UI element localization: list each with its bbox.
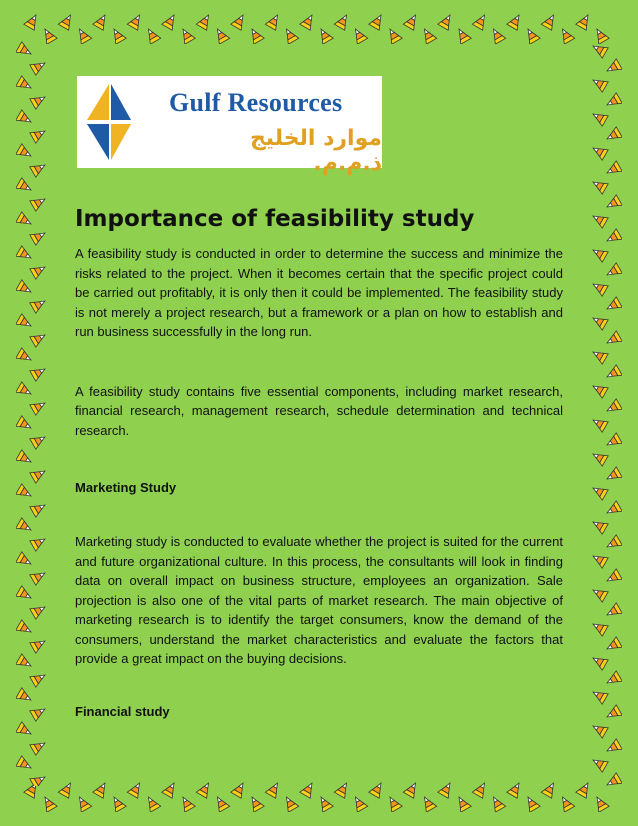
candy-corn-icon — [16, 76, 34, 93]
marketing-study-paragraph: Marketing study is conducted to evaluate whether the project is suited for the current and future organizational culture. In this process, the consultants will look in finding data on overall impact on business structure, employees an organization. Sale projection is also one of the vital parts of market research. The main objective of marketing research is to identify the target consumers, know the demand of the consumers, understand the market characteristics and evaluate the factors that provide a great impact on the buying decisions. — [75, 534, 563, 666]
financial-study-heading: Financial study — [75, 703, 170, 719]
candy-corn-icon — [454, 794, 471, 812]
candy-corn-icon — [16, 212, 34, 229]
candy-corn-icon — [162, 14, 179, 30]
marketing-study-heading: Marketing Study — [75, 480, 177, 495]
page-title: Importance of feasibility study — [75, 206, 475, 232]
candy-corn-icon — [231, 14, 248, 30]
candy-corn-icon — [604, 433, 622, 450]
candy-corn-icon — [16, 654, 34, 671]
candy-corn-icon — [58, 782, 75, 798]
candy-corn-icon — [369, 14, 386, 30]
candy-corn-icon — [592, 279, 608, 296]
candy-corn-icon — [30, 466, 46, 483]
candy-corn-icon — [30, 568, 46, 585]
candy-corn-icon — [385, 794, 402, 812]
candy-corn-icon — [592, 794, 609, 812]
candy-corn-icon — [592, 619, 608, 636]
candy-corn-border-right — [592, 40, 622, 786]
candy-corn-icon — [350, 794, 367, 812]
candy-corn-icon — [592, 721, 608, 738]
candy-corn-icon — [604, 467, 622, 484]
candy-corn-icon — [604, 263, 622, 280]
candy-corn-icon — [576, 782, 593, 798]
logo-mark-icon — [85, 82, 133, 162]
candy-corn-icon — [541, 14, 558, 30]
candy-corn-icon — [265, 782, 282, 798]
candy-corn-icon — [30, 738, 46, 755]
candy-corn-icon — [507, 782, 524, 798]
logo-name-arabic: موارد الخليج ذ.م.م. — [249, 126, 382, 176]
candy-corn-icon — [265, 14, 282, 30]
candy-corn-icon — [557, 26, 574, 44]
candy-corn-icon — [30, 602, 46, 619]
candy-corn-icon — [16, 416, 34, 433]
candy-corn-icon — [592, 687, 608, 704]
candy-corn-icon — [604, 535, 622, 552]
candy-corn-icon — [300, 14, 317, 30]
candy-corn-icon — [604, 739, 622, 756]
candy-corn-icon — [30, 432, 46, 449]
candy-corn-icon — [334, 14, 351, 30]
candy-corn-icon — [178, 794, 195, 812]
candy-corn-icon — [604, 671, 622, 688]
candy-corn-icon — [93, 14, 110, 30]
candy-corn-icon — [16, 348, 34, 365]
candy-corn-icon — [30, 262, 46, 279]
candy-corn-icon — [604, 705, 622, 722]
candy-corn-icon — [30, 228, 46, 245]
candy-corn-icon — [604, 773, 622, 786]
candy-corn-icon — [30, 398, 46, 415]
candy-corn-icon — [196, 14, 213, 30]
candy-corn-icon — [16, 756, 34, 773]
page-border-left — [16, 40, 46, 786]
candy-corn-icon — [30, 670, 46, 687]
candy-corn-icon — [300, 782, 317, 798]
candy-corn-icon — [40, 794, 57, 812]
candy-corn-icon — [231, 782, 248, 798]
candy-corn-icon — [403, 782, 420, 798]
candy-corn-icon — [30, 636, 46, 653]
candy-corn-icon — [604, 297, 622, 314]
candy-corn-icon — [419, 794, 436, 812]
candy-corn-icon — [454, 26, 471, 44]
candy-corn-icon — [403, 14, 420, 30]
candy-corn-icon — [16, 586, 34, 603]
candy-corn-icon — [109, 794, 126, 812]
candy-corn-icon — [592, 415, 608, 432]
candy-corn-icon — [592, 41, 608, 58]
candy-corn-icon — [604, 195, 622, 212]
candy-corn-icon — [127, 14, 144, 30]
logo-name-english: Gulf Resources — [169, 88, 343, 117]
candy-corn-icon — [592, 653, 608, 670]
candy-corn-icon — [604, 569, 622, 586]
candy-corn-icon — [316, 794, 333, 812]
components-paragraph: A feasibility study contains five essential components, including market research, financial research, management research, schedule determination and technical research. — [75, 383, 563, 438]
candy-corn-icon — [247, 26, 264, 44]
candy-corn-icon — [16, 246, 34, 263]
candy-corn-icon — [385, 26, 402, 44]
candy-corn-icon — [212, 26, 229, 44]
document-body — [75, 206, 563, 719]
candy-corn-icon — [178, 26, 195, 44]
candy-corn-icon — [127, 782, 144, 798]
candy-corn-icon — [30, 772, 46, 786]
candy-corn-icon — [16, 552, 34, 569]
candy-corn-border-top — [18, 14, 620, 44]
candy-corn-icon — [350, 26, 367, 44]
page-border-bottom — [18, 782, 620, 812]
candy-corn-icon — [592, 245, 608, 262]
candy-corn-icon — [143, 794, 160, 812]
candy-corn-icon — [604, 603, 622, 620]
candy-corn-icon — [30, 500, 46, 517]
candy-corn-icon — [30, 296, 46, 313]
candy-corn-icon — [592, 755, 608, 772]
candy-corn-icon — [604, 399, 622, 416]
candy-corn-icon — [16, 144, 34, 161]
candy-corn-icon — [16, 722, 34, 739]
candy-corn-icon — [604, 331, 622, 348]
candy-corn-icon — [592, 517, 608, 534]
candy-corn-icon — [592, 381, 608, 398]
candy-corn-icon — [592, 177, 608, 194]
candy-corn-icon — [576, 14, 593, 30]
candy-corn-icon — [604, 161, 622, 178]
candy-corn-icon — [369, 782, 386, 798]
candy-corn-icon — [472, 782, 489, 798]
candy-corn-icon — [592, 347, 608, 364]
candy-corn-icon — [592, 313, 608, 330]
candy-corn-icon — [16, 620, 34, 637]
candy-corn-icon — [316, 26, 333, 44]
candy-corn-icon — [162, 782, 179, 798]
candy-corn-icon — [604, 229, 622, 246]
candy-corn-icon — [196, 782, 213, 798]
candy-corn-icon — [604, 59, 622, 76]
candy-corn-icon — [74, 794, 91, 812]
candy-corn-icon — [557, 794, 574, 812]
candy-corn-icon — [604, 637, 622, 654]
candy-corn-icon — [16, 42, 34, 59]
candy-corn-icon — [488, 794, 505, 812]
candy-corn-icon — [30, 160, 46, 177]
candy-corn-icon — [247, 794, 264, 812]
candy-corn-icon — [30, 126, 46, 143]
candy-corn-icon — [16, 484, 34, 501]
candy-corn-icon — [592, 551, 608, 568]
candy-corn-icon — [438, 782, 455, 798]
candy-corn-icon — [109, 26, 126, 44]
candy-corn-icon — [16, 450, 34, 467]
candy-corn-icon — [592, 143, 608, 160]
candy-corn-icon — [592, 109, 608, 126]
candy-corn-border-left — [16, 40, 46, 786]
candy-corn-icon — [438, 14, 455, 30]
candy-corn-icon — [541, 782, 558, 798]
candy-corn-icon — [58, 14, 75, 30]
candy-corn-icon — [604, 501, 622, 518]
candy-corn-icon — [16, 280, 34, 297]
candy-corn-icon — [592, 75, 608, 92]
candy-corn-icon — [24, 14, 41, 30]
candy-corn-icon — [604, 127, 622, 144]
candy-corn-icon — [30, 58, 46, 75]
candy-corn-icon — [419, 26, 436, 44]
candy-corn-icon — [592, 449, 608, 466]
candy-corn-icon — [523, 794, 540, 812]
candy-corn-icon — [16, 314, 34, 331]
candy-corn-icon — [281, 26, 298, 44]
candy-corn-icon — [523, 26, 540, 44]
candy-corn-icon — [16, 110, 34, 127]
page-border-top — [18, 14, 620, 44]
candy-corn-icon — [472, 14, 489, 30]
candy-corn-icon — [74, 26, 91, 44]
candy-corn-icon — [592, 585, 608, 602]
company-logo — [77, 76, 382, 176]
candy-corn-icon — [212, 794, 229, 812]
candy-corn-icon — [281, 794, 298, 812]
candy-corn-icon — [93, 782, 110, 798]
candy-corn-icon — [143, 26, 160, 44]
candy-corn-icon — [30, 364, 46, 381]
intro-paragraph: A feasibility study is conducted in order to determine the success and minimize the risks related to the project. When it becomes certain that the specific project could be carried out profitably, it is only then it could be implemented. The feasibility study is not merely a project research, but a framework or a plan on how to establish and run business successfully in the long run. — [75, 246, 563, 339]
candy-corn-icon — [16, 518, 34, 535]
candy-corn-icon — [30, 534, 46, 551]
candy-corn-icon — [16, 178, 34, 195]
candy-corn-icon — [16, 382, 34, 399]
candy-corn-icon — [334, 782, 351, 798]
candy-corn-icon — [592, 211, 608, 228]
candy-corn-icon — [16, 688, 34, 705]
candy-corn-icon — [30, 92, 46, 109]
candy-corn-icon — [604, 93, 622, 110]
candy-corn-icon — [30, 704, 46, 721]
candy-corn-icon — [507, 14, 524, 30]
candy-corn-icon — [30, 194, 46, 211]
candy-corn-icon — [592, 483, 608, 500]
candy-corn-icon — [604, 365, 622, 382]
candy-corn-icon — [30, 330, 46, 347]
page-border-right — [592, 40, 622, 786]
candy-corn-border-bottom — [18, 782, 620, 812]
candy-corn-icon — [488, 26, 505, 44]
